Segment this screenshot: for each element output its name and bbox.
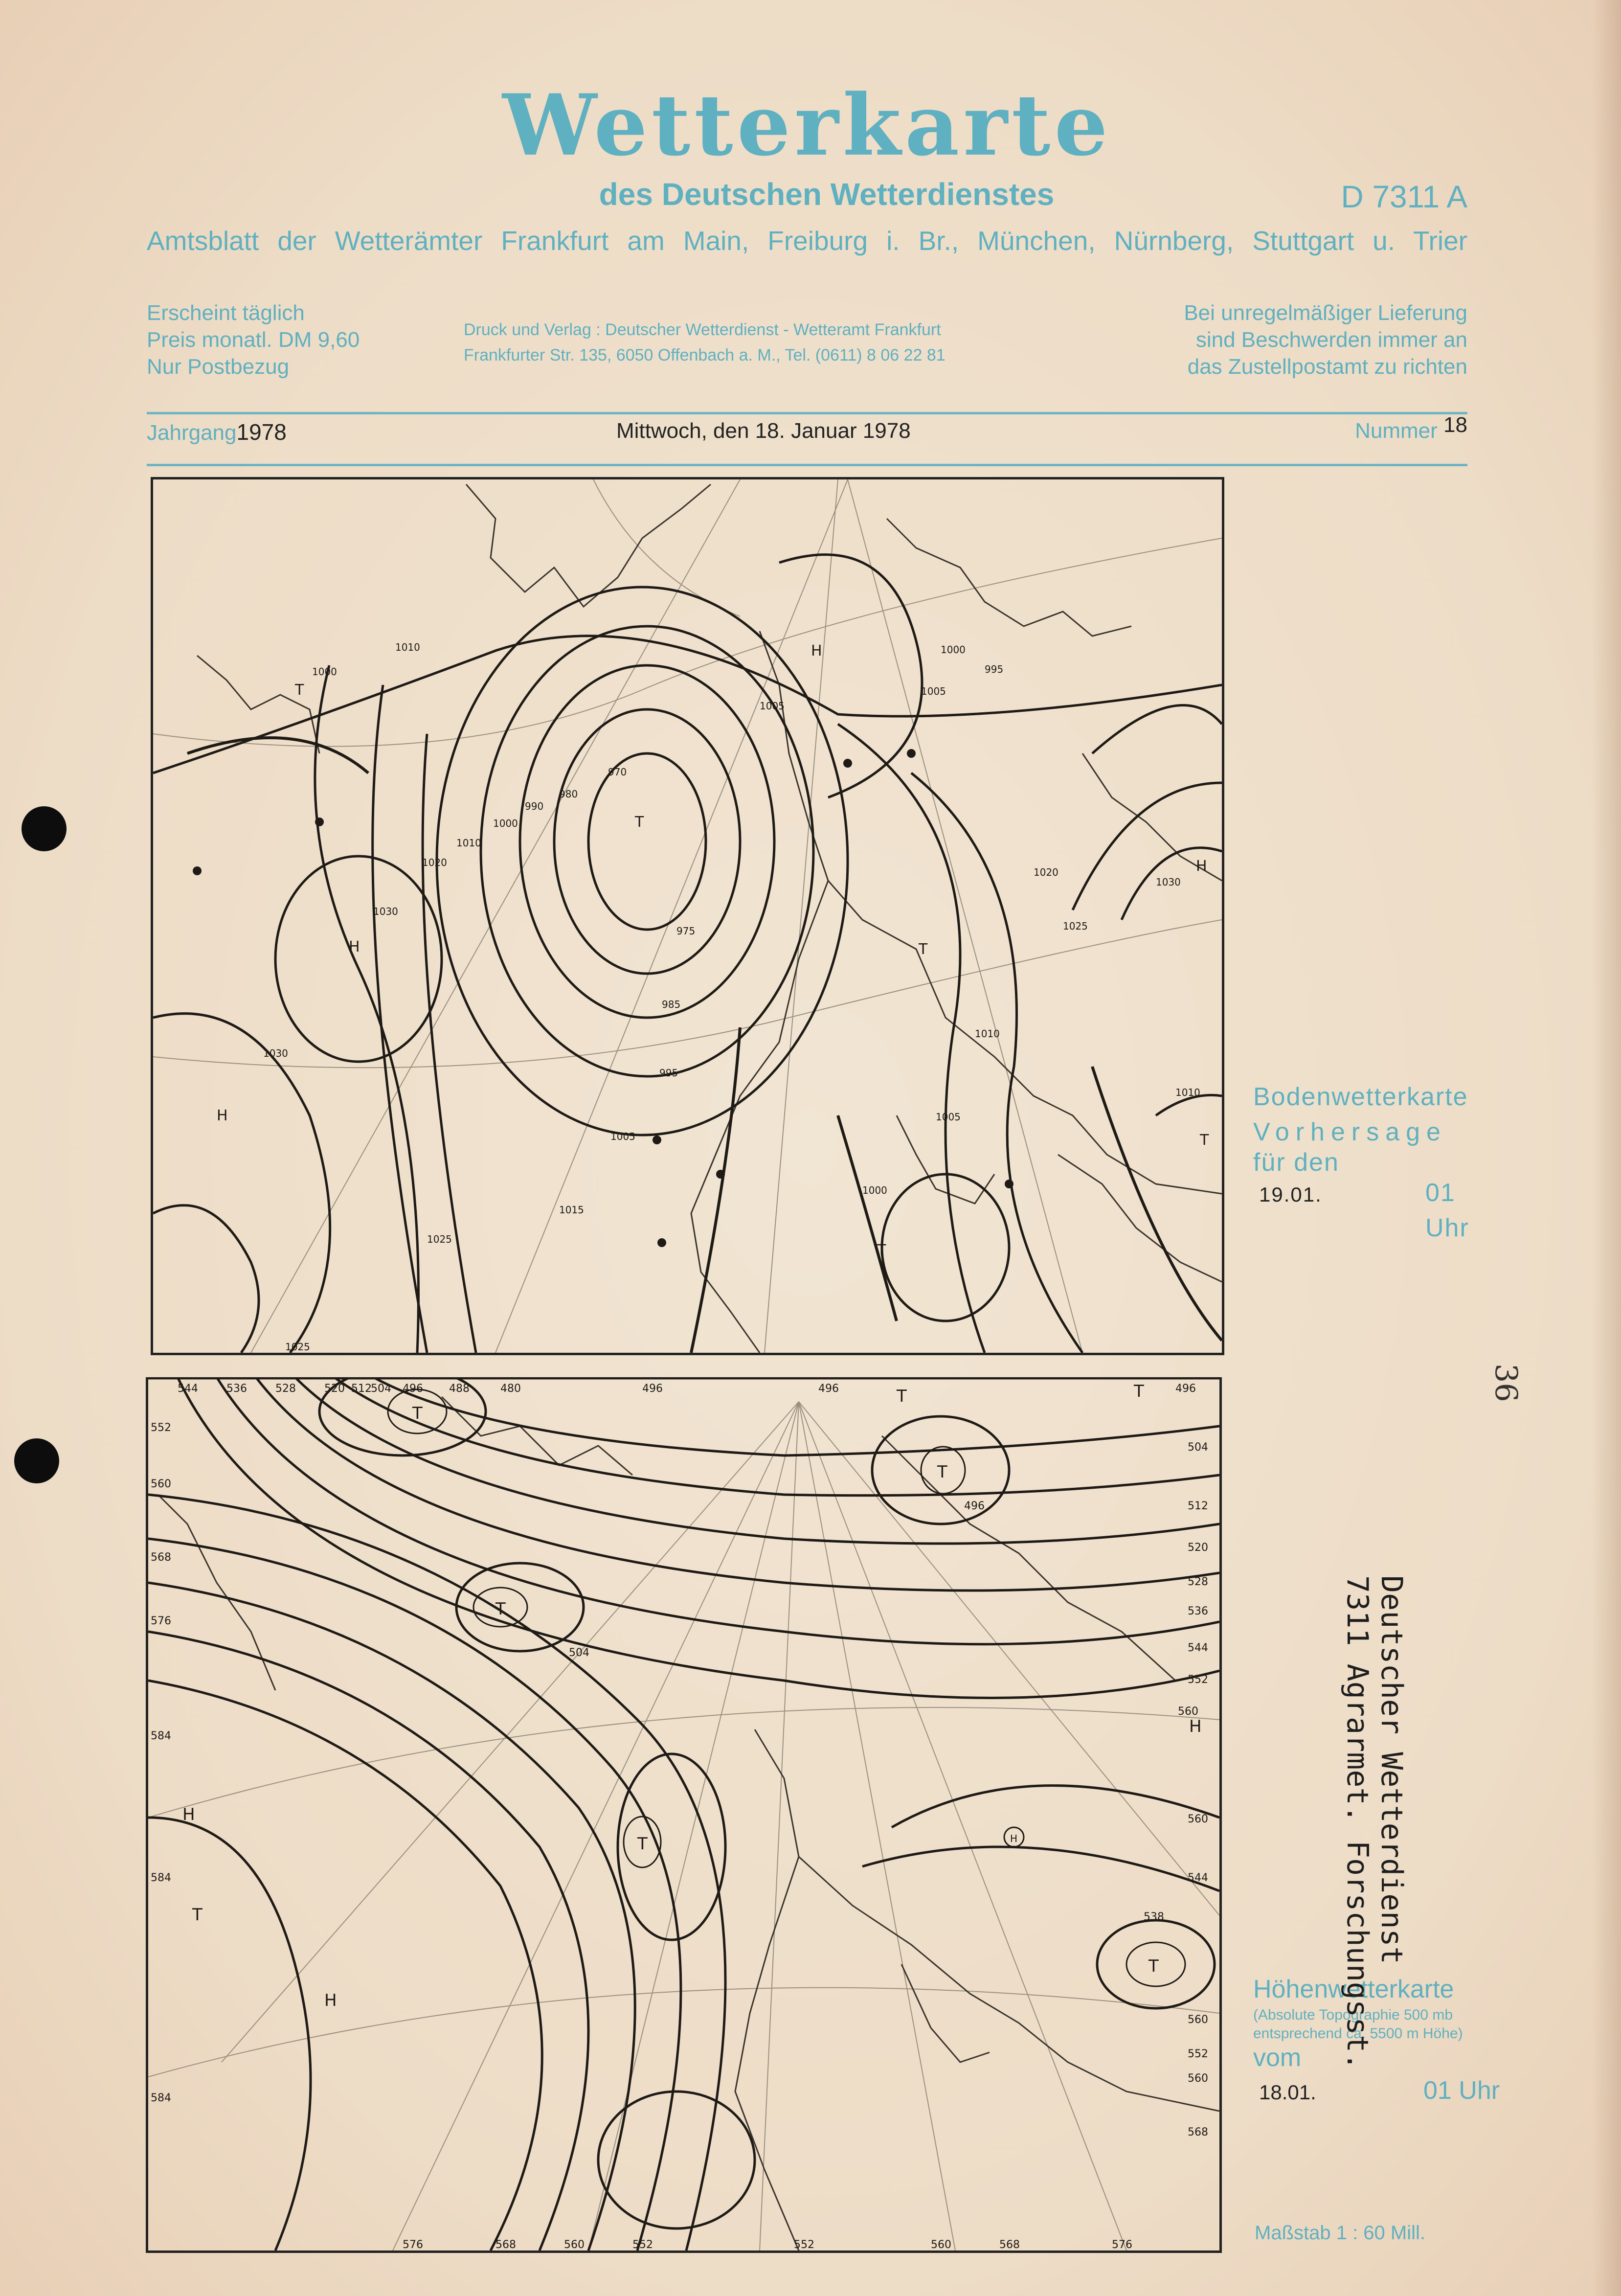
isobar-label: 1010 (456, 837, 481, 849)
pressure-system-label: T (495, 1599, 506, 1619)
upper-air-map (146, 1377, 1222, 2253)
pressure-system-label: T (295, 682, 304, 699)
surface-map-date: 19.01. (1259, 1183, 1322, 1206)
pressure-system-label: T (937, 1462, 947, 1482)
surface-map-caption-forecast: Vorhersage (1253, 1118, 1447, 1146)
pressure-system-label: T (412, 1404, 423, 1423)
height-label: 560 (564, 2239, 585, 2251)
pressure-system-label: T (1134, 1382, 1144, 1401)
height-label: 512 (1188, 1500, 1208, 1512)
isobar-label: 1005 (921, 685, 946, 697)
pressure-system-label: T (919, 941, 928, 958)
upper-air-map-caption-sub-line: entsprechend ca. 5500 m Höhe) (1253, 2025, 1463, 2042)
volume-label: Jahrgang (147, 421, 237, 445)
height-label: 504 (371, 1383, 391, 1395)
height-label: 576 (403, 2239, 423, 2251)
surface-map-caption-for: für den (1253, 1148, 1339, 1177)
delivery-line: Bei unregelmäßiger Lieferung (1184, 301, 1467, 325)
isobar-label: 1025 (285, 1341, 310, 1353)
isobar-label: 1005 (610, 1131, 635, 1142)
isobar-label: 1025 (427, 1233, 452, 1245)
issue-number (1301, 413, 1467, 443)
isobar-label: 1005 (936, 1111, 961, 1123)
isobar-label: 1030 (263, 1047, 288, 1059)
upper-air-map-time: 01 Uhr (1423, 2076, 1500, 2105)
pressure-system-label: T (1200, 1132, 1209, 1149)
surface-map-caption-title: Bodenwetterkarte (1253, 1083, 1468, 1111)
isobar-label: 1030 (1156, 876, 1181, 888)
height-label: 576 (1112, 2239, 1132, 2251)
pressure-system-label: T (192, 1905, 203, 1925)
document-id: D 7311 A (1341, 179, 1467, 214)
isobar-label: 1010 (395, 641, 420, 653)
pressure-system-label: H (811, 642, 822, 659)
isobar-label: 1020 (1034, 866, 1058, 878)
isobar-label: 985 (662, 999, 681, 1010)
pressure-system-label: H (182, 1805, 195, 1824)
height-label: 504 (1188, 1441, 1208, 1454)
subscription-line: Erscheint täglich (147, 301, 305, 325)
height-label: 584 (151, 1730, 171, 1742)
punch-hole-bottom (14, 1438, 59, 1483)
pressure-system-label: T (1148, 1956, 1159, 1976)
height-label: 496 (818, 1383, 839, 1395)
height-label: 568 (495, 2239, 516, 2251)
height-label: 496 (964, 1500, 985, 1512)
height-label: 480 (500, 1383, 521, 1395)
isobar-label: 990 (525, 800, 544, 812)
issue-date: Mittwoch, den 18. Januar 1978 (616, 419, 911, 443)
isobar-label: 1010 (975, 1028, 1000, 1040)
isobar-label: 995 (985, 663, 1004, 675)
surface-map-validity (1253, 1175, 1508, 1242)
surface-map-drawing (153, 479, 1222, 1353)
isobar-label: 1000 (862, 1184, 887, 1196)
height-label: 520 (324, 1383, 345, 1395)
height-label: 496 (1175, 1383, 1196, 1395)
height-label: 504 (569, 1647, 589, 1659)
surface-map-caption (1253, 1079, 1508, 1242)
upper-air-map-caption-title: Höhenwetterkarte (1253, 1975, 1454, 2003)
isobar-label: 1000 (312, 666, 337, 678)
height-label: 560 (1178, 1705, 1198, 1718)
pressure-system-label: H (1196, 858, 1207, 875)
publisher-line: Frankfurter Str. 135, 6050 Offenbach a. M., Tel. (0611) 8 06 22 81 (464, 346, 946, 364)
isobar-label: 975 (676, 925, 696, 937)
header-rule-bottom (147, 464, 1467, 466)
isobar-label: 1000 (493, 818, 518, 829)
surface-weather-map (151, 477, 1224, 1355)
subscription-line: Preis monatl. DM 9,60 (147, 328, 360, 352)
height-label: 552 (151, 1422, 171, 1434)
height-label: 544 (178, 1383, 198, 1395)
height-label: 496 (642, 1383, 663, 1395)
publisher-info (464, 317, 946, 368)
isobar-label: 1015 (559, 1204, 584, 1216)
height-label: 538 (1144, 1911, 1164, 1923)
isobar-label: 1030 (373, 906, 398, 917)
map-scale: Maßstab 1 : 60 Mill. (1255, 2222, 1426, 2244)
height-label: 560 (931, 2239, 951, 2251)
height-label: 544 (1188, 1872, 1208, 1884)
delivery-line: das Zustellpostamt zu richten (1187, 355, 1467, 379)
pressure-system-label: H (1189, 1717, 1202, 1736)
pressure-system-label: T (637, 1834, 648, 1854)
height-label: 512 (351, 1383, 372, 1395)
pressure-system-label: H (324, 1991, 337, 2010)
masthead-title: Wetterkarte (502, 75, 1112, 175)
height-label: 560 (1188, 1813, 1208, 1825)
isobar-label: 1025 (1063, 920, 1088, 932)
upper-air-map-drawing (148, 1377, 1219, 2251)
height-label: 560 (1188, 2072, 1208, 2085)
height-label: 552 (632, 2239, 653, 2251)
publisher-line: Druck und Verlag : Deutscher Wetterdienst - Wetteramt Frankfurt (464, 320, 941, 339)
height-label: 520 (1188, 1542, 1208, 1554)
upper-air-map-caption-sub-line: (Absolute Topographie 500 mb (1253, 2007, 1453, 2023)
height-label: 560 (151, 1478, 171, 1490)
height-label: 576 (151, 1615, 171, 1627)
surface-map-time: 01 Uhr (1425, 1179, 1469, 1242)
height-label: 544 (1188, 1642, 1208, 1654)
height-label: 488 (449, 1383, 470, 1395)
volume (147, 419, 287, 445)
height-label: 536 (1188, 1605, 1208, 1617)
isobar-label: 970 (608, 766, 627, 778)
isobar-label: 1020 (422, 857, 447, 868)
height-label: 568 (1188, 2126, 1208, 2138)
library-stamp (1340, 1575, 1409, 2143)
isobar-label: 1010 (1175, 1087, 1200, 1098)
handwritten-number: 36 (1488, 1364, 1524, 1402)
paper-edge (1592, 0, 1621, 2296)
isobar-label: 995 (659, 1067, 678, 1079)
height-label: 528 (275, 1383, 296, 1395)
isobar-label: 980 (559, 788, 578, 800)
height-label: 552 (794, 2239, 814, 2251)
isobar-label: 1005 (760, 700, 785, 712)
delivery-notice (1145, 299, 1467, 380)
pressure-system-label: T (877, 1242, 886, 1259)
subscription-line: Nur Postbezug (147, 355, 290, 379)
masthead-subtitle: des Deutschen Wetterdienstes (599, 177, 1055, 212)
upper-air-map-date: 18.01. (1259, 2081, 1316, 2104)
pressure-system-label: H (217, 1107, 228, 1124)
header-rule-top (147, 412, 1467, 414)
height-label: 560 (1188, 2014, 1208, 2026)
height-label: 536 (226, 1383, 247, 1395)
punch-hole-top (22, 806, 67, 851)
issue-number-label: Nummer (1355, 419, 1438, 443)
height-label: 584 (151, 1872, 171, 1884)
height-label: 528 (1188, 1576, 1208, 1588)
pressure-system-label: T (635, 814, 644, 831)
upper-air-map-caption-vom: vom (1253, 2044, 1302, 2072)
pressure-system-label: H (1010, 1833, 1018, 1844)
height-label: 568 (999, 2239, 1020, 2251)
subscription-info (147, 299, 360, 380)
delivery-line: sind Beschwerden immer an (1195, 328, 1467, 352)
volume-value: 1978 (236, 419, 287, 445)
isobar-label: 1000 (941, 644, 966, 656)
height-label: 568 (151, 1551, 171, 1564)
pressure-system-label: H (349, 938, 360, 955)
stamp-line: Deutscher Wetterdienst (1374, 1575, 1409, 1964)
height-label: 552 (1188, 1674, 1208, 1686)
height-label: 552 (1188, 2048, 1208, 2060)
height-label: 584 (151, 2092, 171, 2104)
stamp-line: 7311 Agrarmet. Forschungsst. (1340, 1575, 1374, 2070)
issue-number-value: 18 (1443, 413, 1467, 437)
pressure-system-label: T (897, 1387, 907, 1406)
amtsblatt-line: Amtsblatt der Wetterämter Frankfurt am Main, Freiburg i. Br., München, Nürnberg, Stuttgart u. Trier (147, 226, 1467, 256)
height-label: 496 (403, 1383, 423, 1395)
